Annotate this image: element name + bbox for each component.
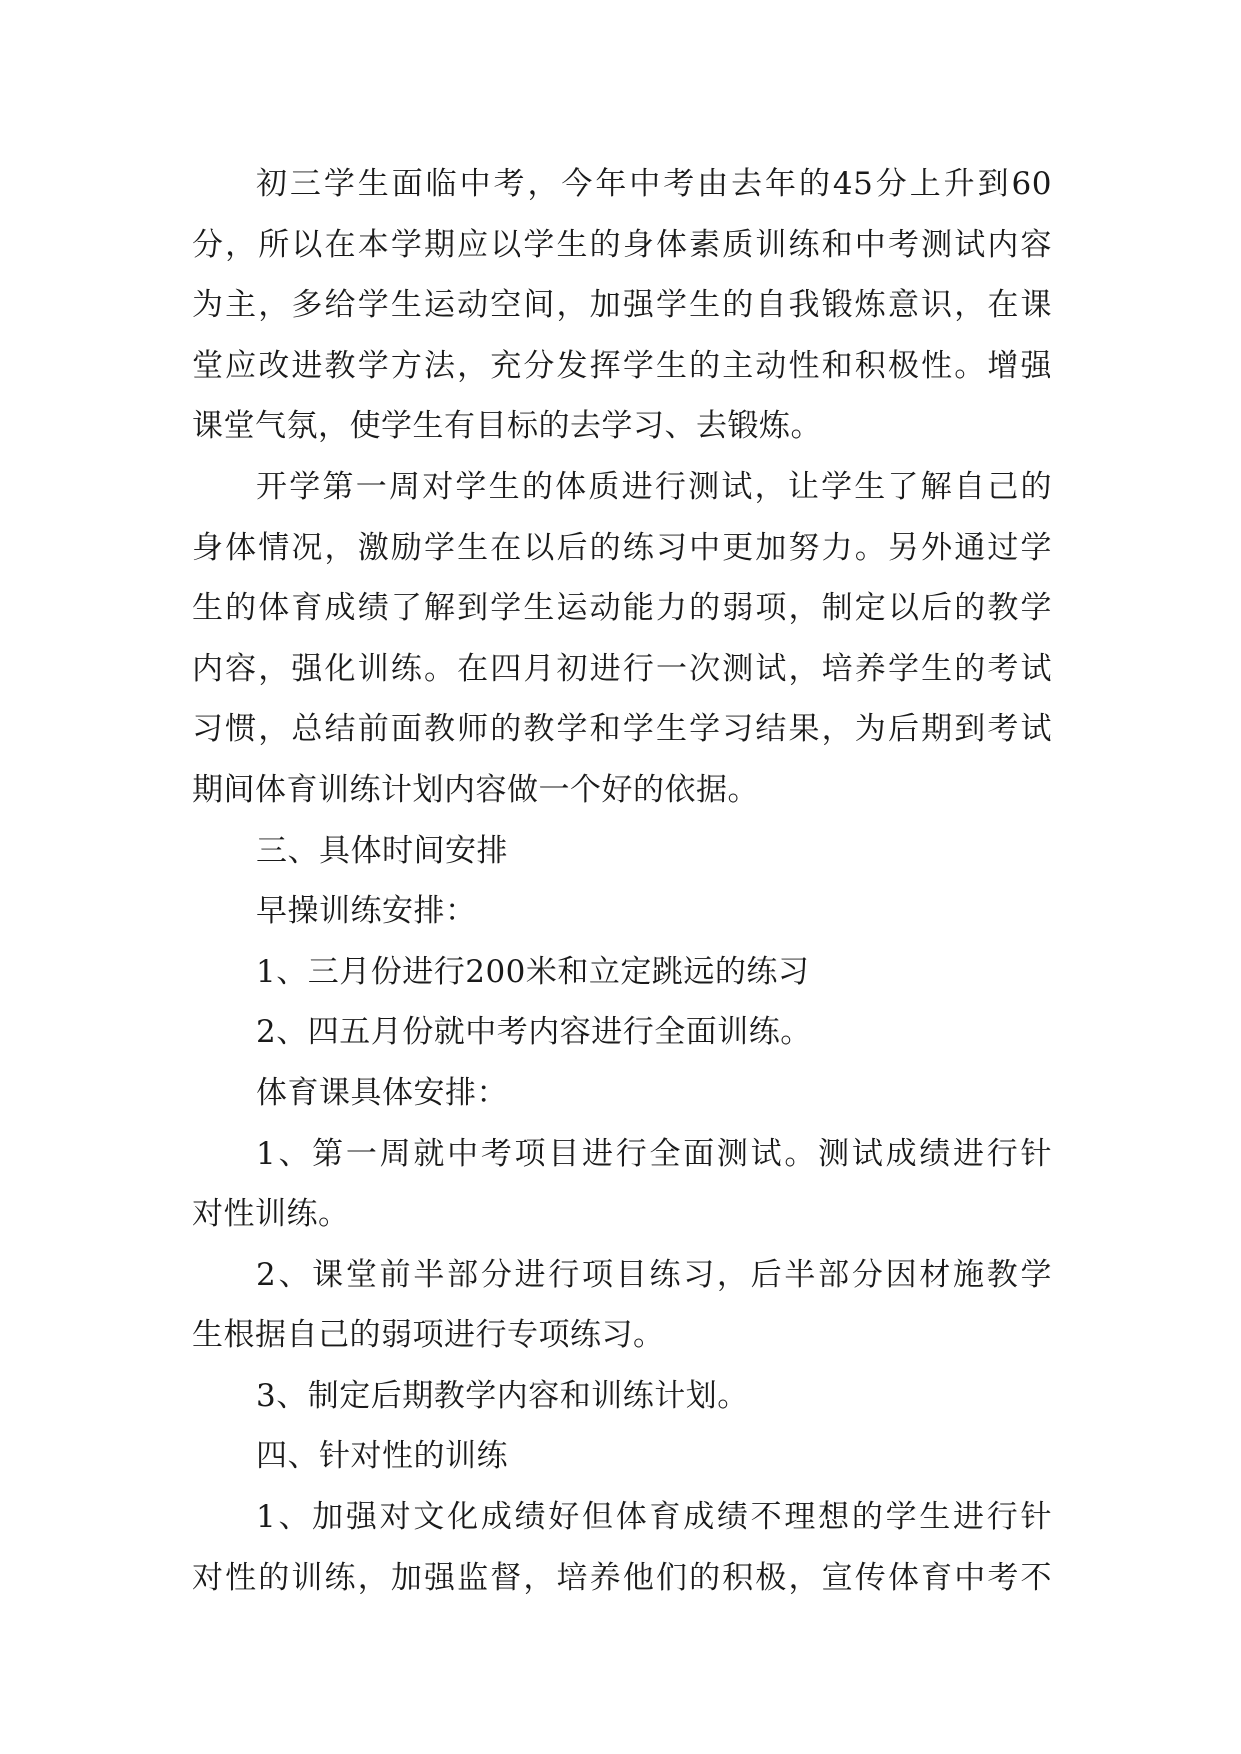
text-line: 3、制定后期教学内容和训练计划。: [256, 1377, 749, 1414]
text-line: 体育课具体安排：: [256, 1074, 508, 1111]
text-line: 1、三月份进行200米和立定跳远的练习: [256, 953, 810, 990]
text-line: 早操训练安排：: [256, 893, 477, 930]
document-body: [192, 154, 1052, 1608]
text-line: 内容，强化训练。在四月初进行一次测试，培养学生的考试: [192, 650, 1052, 687]
text-line: 期间体育训练计划内容做一个好的依据。: [192, 771, 759, 808]
text-line: 四、针对性的训练: [256, 1438, 508, 1475]
text-line: 课堂气氛，使学生有目标的去学习、去锻炼。: [192, 408, 822, 445]
text-line: 三、具体时间安排: [256, 832, 508, 869]
text-line: 1、第一周就中考项目进行全面测试。测试成绩进行针: [256, 1135, 1052, 1172]
text-line: 生根据自己的弱项进行专项练习。: [192, 1317, 665, 1354]
text-line: 开学第一周对学生的体质进行测试，让学生了解自己的: [256, 468, 1052, 505]
text-line: 2、四五月份就中考内容进行全面训练。: [256, 1014, 812, 1051]
text-line: 对性训练。: [192, 1196, 350, 1233]
text-line: 初三学生面临中考，今年中考由去年的45分上升到60: [256, 166, 1052, 202]
text-line: 2、课堂前半部分进行项目练习，后半部分因材施教学: [256, 1256, 1052, 1293]
text-line: 为主，多给学生运动空间，加强学生的自我锻炼意识，在课: [192, 287, 1052, 324]
text-line: 习惯，总结前面教师的教学和学生学习结果，为后期到考试: [192, 711, 1052, 748]
text-line: 身体情况，激励学生在以后的练习中更加努力。另外通过学: [192, 529, 1052, 566]
text-line: 分，所以在本学期应以学生的身体素质训练和中考测试内容: [192, 226, 1052, 263]
text-line: 1、加强对文化成绩好但体育成绩不理想的学生进行针: [256, 1499, 1052, 1536]
text-line: 生的体育成绩了解到学生运动能力的弱项，制定以后的教学: [192, 590, 1052, 627]
text-line: 堂应改进教学方法，充分发挥学生的主动性和积极性。增强: [192, 347, 1052, 384]
text-line: 对性的训练，加强监督，培养他们的积极，宣传体育中考不: [192, 1559, 1052, 1596]
